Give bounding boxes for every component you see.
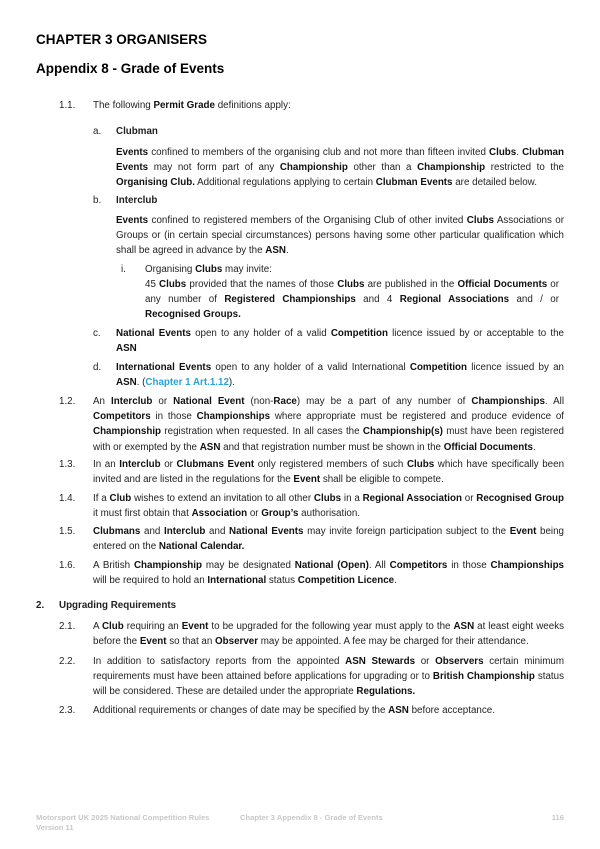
section-2-3-text: Additional requirements or changes of date may be specified by the ASN before acceptance. [93, 705, 495, 716]
item-letter: b. [93, 195, 102, 206]
section-number: 1.1. [59, 100, 76, 111]
section-number: 1.5. [59, 526, 76, 537]
section-1-4-text: If a Club wishes to extend an invitation to all other Clubs in a Regional Association or Recognised Group it must first obtain that Association or Group’s authorisation. [93, 493, 564, 520]
clubman-heading: Clubman [116, 126, 158, 137]
chapter-reference-link[interactable]: Chapter 1 Art.1.12 [145, 377, 229, 389]
section-2-number: 2. [36, 600, 45, 611]
footer-section: Chapter 3 Appendix 8 - Grade of Events [240, 813, 383, 822]
section-2-1-text: A Club requiring an Event to be upgraded for the following year must apply to the ASN at least eight weeks before the Event so that an Observer may be appointed. A fee may be charged for their attendance. [93, 621, 564, 648]
interclub-heading: Interclub [116, 195, 158, 206]
clubman-definition: Events confined to members of the organising club and not more than fifteen invited Clubs. Clubman Events may not form part of any Championship other than a Championship restricted to the Organising Club. Additional regulations applying to certain Clubman Events are detailed below. [116, 147, 565, 189]
section-2-2-text: In addition to satisfactory reports from the appointed ASN Stewards or Observers certain minimum requirements must have been attained before applications for upgrading or to British Championship status will be considered. These are detailed under the appropriate Regulations. [93, 656, 565, 698]
section-1-5-text: Clubmans and Interclub and National Events may invite foreign participation subject to the Event being entered on the National Calendar. [93, 526, 564, 553]
interclub-definition: Events confined to registered members of the Organising Club of other invited Clubs Associations or Groups or (in certain special circumstances) persons having some other particular qualification which shall be agreed in advance by the ASN. [116, 215, 564, 257]
section-1-3-text: In an Interclub or Clubmans Event only registered members of such Clubs which have specifically been invited and are listed in the regulations for the Event shall be eligible to compete. [93, 459, 565, 486]
page-number: 116 [551, 813, 564, 822]
item-letter: a. [93, 126, 102, 137]
national-events-definition: National Events open to any holder of a valid Competition licence issued by or acceptable to the ASN [116, 328, 564, 355]
item-letter: d. [93, 362, 102, 373]
section-1-2-text: An Interclub or National Event (non-Race) may be a part of any number of Championships. All Competitors in those Championships where appropriate must be registered and produce evidence of Championship registration when requested. In all cases the Championship(s) must have been registered with or exempted by the ASN and that registration number must be shown in the Official Documents. [93, 396, 564, 453]
section-number: 1.2. [59, 396, 76, 407]
section-1-1-intro: The following Permit Grade definitions apply: [93, 100, 291, 111]
section-2-title: Upgrading Requirements [59, 600, 177, 611]
item-letter: c. [93, 328, 101, 339]
section-number: 1.6. [59, 560, 76, 571]
interclub-invite-text: 45 Clubs provided that the names of those Clubs are published in the Official Documents or any number of Registered Championships and 4 Regional Associations and / or Recognised Groups. [145, 279, 559, 321]
section-number: 2.2. [59, 656, 76, 667]
sub-item-numeral: i. [121, 264, 126, 275]
appendix-title: Appendix 8 - Grade of Events [36, 61, 225, 76]
footer-document-title: Motorsport UK 2025 National Competition Rules [36, 813, 210, 822]
section-1-6-text: A British Championship may be designated National (Open). All Competitors in those Championships will be required to hold an International status Competition Licence. [93, 560, 564, 587]
section-number: 1.3. [59, 459, 76, 470]
chapter-title: CHAPTER 3 ORGANISERS [36, 32, 208, 47]
section-number: 2.1. [59, 621, 76, 632]
footer-version: Version 11 [36, 823, 74, 832]
interclub-invite-intro: Organising Clubs may invite: [145, 264, 272, 275]
international-events-definition: International Events open to any holder of a valid International Competition licence issued by an ASN. (Chapter 1 Art.1.12). [116, 362, 564, 389]
section-number: 2.3. [59, 705, 76, 716]
section-number: 1.4. [59, 493, 76, 504]
